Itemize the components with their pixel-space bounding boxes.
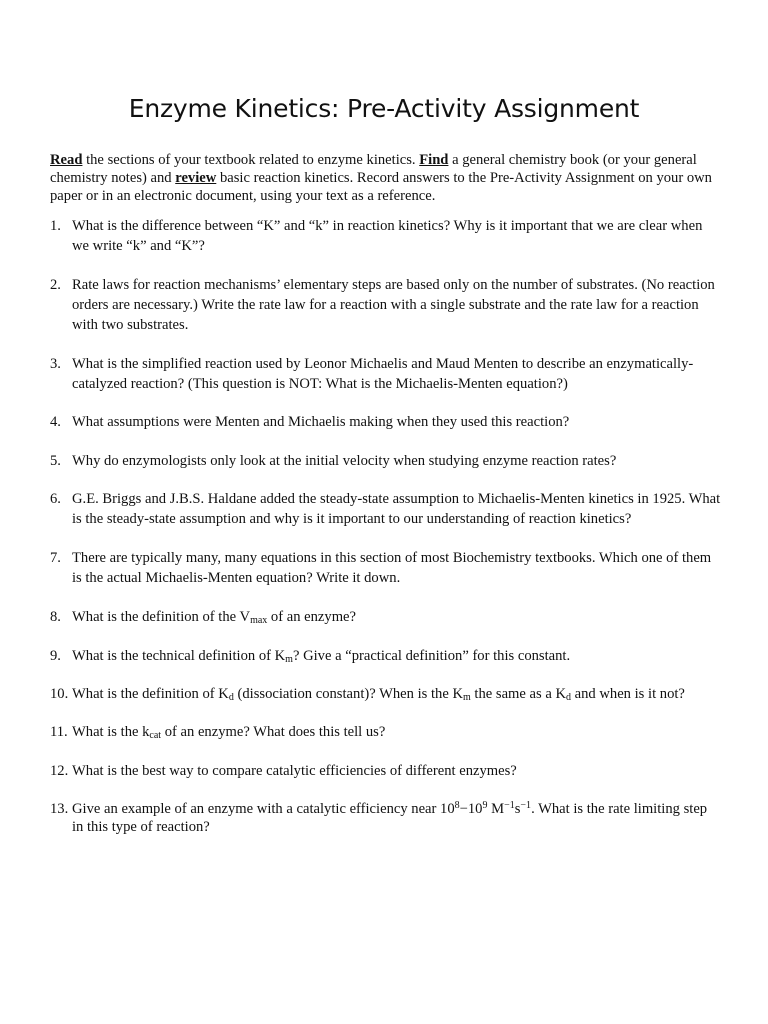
- question-text-part: the same as a K: [470, 686, 566, 702]
- question-number: 12.: [50, 763, 69, 779]
- question-number: 4.: [50, 414, 61, 430]
- question-text-part: s: [514, 801, 521, 817]
- question-8: [50, 607, 722, 627]
- question-text-part: of an enzyme?: [267, 609, 357, 625]
- subscript-d: d: [566, 692, 571, 703]
- question-text: [72, 800, 722, 836]
- page-title: Enzyme Kinetics: Pre-Activity Assignment: [128, 94, 640, 123]
- question-text: Why do enzymologists only look at the initial velocity when studying enzyme reaction rates?: [72, 453, 617, 469]
- question-text-part: Give an example of an enzyme with a catalytic efficiency near 10: [72, 801, 455, 817]
- question-4: [50, 412, 722, 432]
- superscript: 8: [454, 800, 460, 811]
- subscript-d: d: [228, 692, 234, 703]
- question-13: [50, 800, 722, 836]
- question-text: What assumptions were Menten and Michaelis making when they used this reaction?: [72, 414, 570, 430]
- question-number: 2.: [50, 277, 61, 293]
- question-number: 10.: [50, 686, 69, 702]
- subscript-max: max: [250, 615, 268, 626]
- question-3: [50, 354, 722, 394]
- question-number: 5.: [50, 453, 61, 469]
- intro-text-1: the sections of your textbook related to enzyme kinetics.: [82, 152, 420, 168]
- question-text: [72, 607, 722, 627]
- intro-paragraph: [50, 151, 722, 205]
- question-number: 7.: [50, 550, 61, 566]
- question-text: What is the difference between “K” and “k” in reaction kinetics? Why is it important that we are clear when we write “k” and “K”?: [72, 218, 703, 254]
- question-5: [50, 451, 722, 471]
- question-text-part: . What is the rate limiting step in this type of reaction?: [72, 801, 708, 835]
- superscript: −1: [504, 800, 515, 811]
- question-text-part: What is the k: [72, 724, 150, 740]
- question-text: G.E. Briggs and J.B.S. Haldane added the steady-state assumption to Michaelis-Menten kinetics in 1925. What is the steady-state assumption and why is it important to our understanding of reaction kinetics?: [72, 491, 721, 527]
- question-number: 1.: [50, 218, 61, 234]
- question-number: 6.: [50, 491, 61, 507]
- subscript-m: m: [462, 692, 471, 703]
- question-text: [72, 646, 722, 666]
- question-10: [50, 684, 722, 704]
- question-number: 13.: [50, 801, 69, 817]
- intro-text-3: basic reaction kinetics. Record answers to the Pre-Activity Assignment on your own paper or in an electronic document, using your text as a reference.: [50, 170, 712, 204]
- superscript: −1: [520, 800, 532, 811]
- question-7: [50, 548, 722, 588]
- question-1: [50, 216, 722, 256]
- question-text-part: M: [487, 801, 505, 817]
- superscript: 9: [482, 800, 488, 811]
- intro-review-word: review: [175, 170, 217, 186]
- subscript-cat: cat: [149, 730, 162, 741]
- intro-text-2: a general chemistry book (or your general chemistry notes) and: [50, 152, 697, 186]
- question-text-part: (dissociation constant)? When is the K: [233, 686, 463, 702]
- question-text: Rate laws for reaction mechanisms’ elementary steps are based only on the number of substrates. (No reaction orders are necessary.) Write the rate law for a reaction with a single substrate and the rate law for a reaction with two substrates.: [72, 277, 715, 333]
- question-text-part: What is the technical definition of K: [72, 648, 286, 664]
- question-number: 11.: [50, 724, 68, 740]
- question-number: 9.: [50, 648, 61, 664]
- question-text-part: What is the definition of K: [72, 686, 229, 702]
- question-text-part: of an enzyme? What does this tell us?: [161, 724, 386, 740]
- question-11: [50, 722, 722, 742]
- question-text-part: −10: [459, 801, 483, 817]
- question-number: 8.: [50, 609, 61, 625]
- question-text: [72, 684, 722, 704]
- question-text-part: and when is it not?: [571, 686, 685, 702]
- question-6: [50, 489, 722, 529]
- question-9: [50, 646, 722, 666]
- question-text-part: What is the definition of the V: [72, 609, 251, 625]
- question-text: There are typically many, many equations in this section of most Biochemistry textbooks. Which one of them is the actual Michaelis-Menten equation? Write it down.: [72, 550, 712, 586]
- question-number: 3.: [50, 356, 61, 372]
- subscript-m: m: [285, 654, 293, 665]
- intro-read-word: Read: [50, 152, 83, 168]
- question-text: [72, 722, 722, 742]
- question-2: [50, 275, 722, 335]
- question-12: [50, 761, 722, 781]
- question-text: What is the simplified reaction used by Leonor Michaelis and Maud Menten to describe an enzymatically-catalyzed reaction? (This question is NOT: What is the Michaelis-Menten equation?): [72, 356, 694, 392]
- question-text: What is the best way to compare catalytic efficiencies of different enzymes?: [72, 763, 517, 779]
- question-text-part: ? Give a “practical definition” for this constant.: [292, 648, 571, 664]
- intro-find-word: Find: [419, 152, 449, 168]
